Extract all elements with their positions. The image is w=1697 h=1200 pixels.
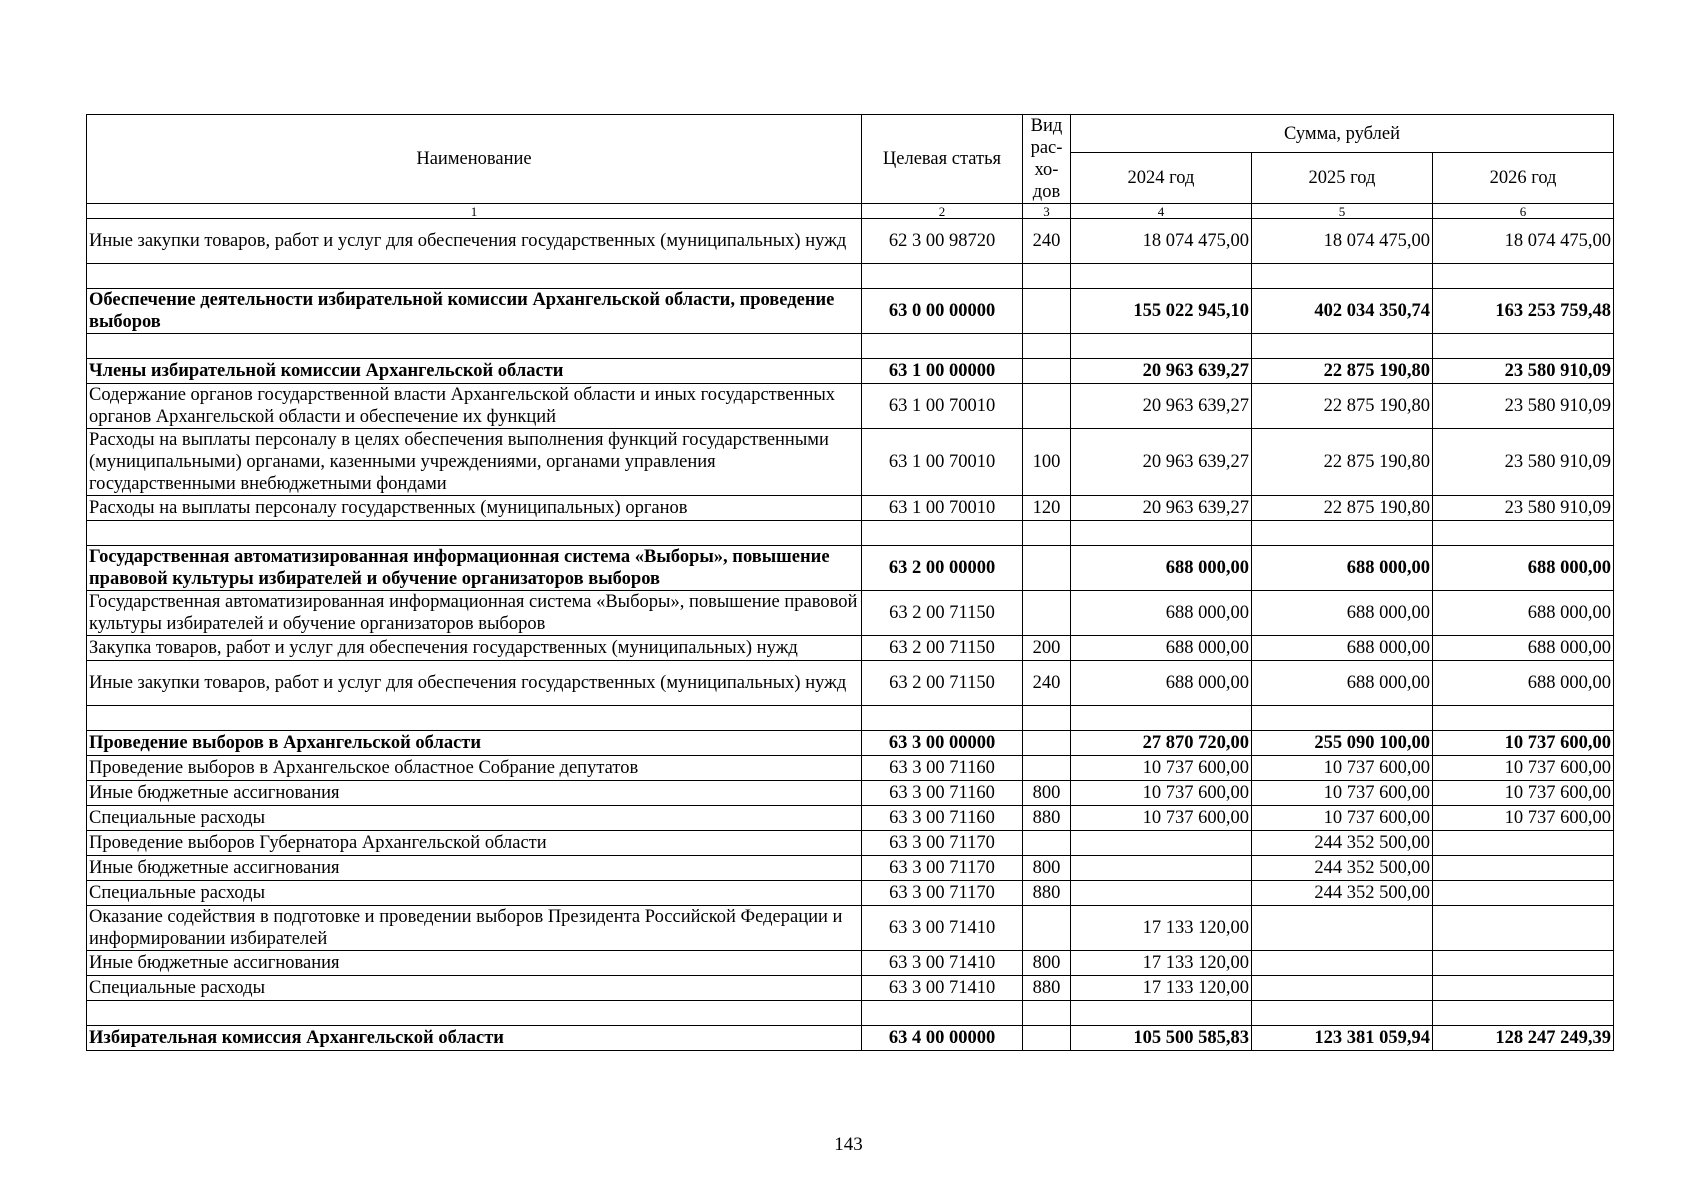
row-name: Специальные расходы [87, 881, 862, 906]
row-code: 63 2 00 71150 [862, 661, 1023, 706]
row-amount-2024: 688 000,00 [1071, 591, 1252, 636]
row-amount-2025: 22 875 190,80 [1252, 359, 1433, 384]
row-kind [1023, 546, 1071, 591]
table-row [87, 806, 1614, 831]
row-amount-2024: 688 000,00 [1071, 546, 1252, 591]
row-amount-2025: 244 352 500,00 [1252, 831, 1433, 856]
row-name: Избирательная комиссия Архангельской области [87, 1026, 862, 1051]
row-name: Члены избирательной комиссии Архангельской области [87, 359, 862, 384]
table-row [87, 384, 1614, 429]
row-kind [1023, 521, 1071, 546]
row-kind [1023, 264, 1071, 289]
row-name: Иные бюджетные ассигнования [87, 951, 862, 976]
table-row [87, 1001, 1614, 1026]
row-amount-2024 [1071, 856, 1252, 881]
row-amount-2024: 20 963 639,27 [1071, 496, 1252, 521]
row-code: 63 0 00 00000 [862, 289, 1023, 334]
row-kind: 880 [1023, 806, 1071, 831]
row-amount-2024: 20 963 639,27 [1071, 359, 1252, 384]
row-amount-2024: 155 022 945,10 [1071, 289, 1252, 334]
row-code: 62 3 00 98720 [862, 219, 1023, 264]
table-row [87, 289, 1614, 334]
header-target: Целевая статья [862, 115, 1023, 204]
header-year-2025: 2025 год [1252, 153, 1433, 204]
table-row [87, 881, 1614, 906]
table-row [87, 264, 1614, 289]
row-amount-2026: 10 737 600,00 [1433, 781, 1614, 806]
column-number-row [87, 204, 1614, 219]
row-code: 63 3 00 71160 [862, 756, 1023, 781]
row-amount-2025: 22 875 190,80 [1252, 429, 1433, 496]
row-name [87, 334, 862, 359]
table-row [87, 496, 1614, 521]
row-amount-2025 [1252, 951, 1433, 976]
row-kind [1023, 334, 1071, 359]
row-name: Проведение выборов в Архангельское областное Собрание депутатов [87, 756, 862, 781]
column-number: 1 [87, 204, 862, 219]
header-year-2026: 2026 год [1433, 153, 1614, 204]
table-row [87, 756, 1614, 781]
column-number: 3 [1023, 204, 1071, 219]
row-amount-2024: 20 963 639,27 [1071, 384, 1252, 429]
row-amount-2024: 17 133 120,00 [1071, 951, 1252, 976]
row-name: Иные бюджетные ассигнования [87, 781, 862, 806]
row-amount-2026 [1433, 706, 1614, 731]
header-kind: Вид рас-хо-дов [1023, 115, 1071, 204]
column-number: 6 [1433, 204, 1614, 219]
row-amount-2025: 244 352 500,00 [1252, 881, 1433, 906]
row-amount-2024: 10 737 600,00 [1071, 806, 1252, 831]
row-kind: 200 [1023, 636, 1071, 661]
row-name [87, 706, 862, 731]
row-kind [1023, 384, 1071, 429]
row-kind [1023, 1026, 1071, 1051]
column-number: 2 [862, 204, 1023, 219]
row-amount-2026: 18 074 475,00 [1433, 219, 1614, 264]
row-code [862, 1001, 1023, 1026]
row-name: Проведение выборов в Архангельской области [87, 731, 862, 756]
row-code [862, 521, 1023, 546]
row-code [862, 334, 1023, 359]
row-kind [1023, 1001, 1071, 1026]
row-name: Содержание органов государственной власти Архангельской области и иных государственных органов Архангельской области и обеспечение их функций [87, 384, 862, 429]
table-row [87, 661, 1614, 706]
row-name: Расходы на выплаты персоналу в целях обеспечения выполнения функций государственными (муниципальными) органами, казенными учреждениями, органами управления государственными внебюджетными фондами [87, 429, 862, 496]
row-kind [1023, 359, 1071, 384]
row-amount-2026: 688 000,00 [1433, 591, 1614, 636]
row-kind [1023, 289, 1071, 334]
row-amount-2025 [1252, 521, 1433, 546]
row-code: 63 3 00 71160 [862, 781, 1023, 806]
row-amount-2026 [1433, 831, 1614, 856]
row-name [87, 521, 862, 546]
table-row [87, 521, 1614, 546]
row-name: Оказание содействия в подготовке и проведении выборов Президента Российской Федерации и информировании избирателей [87, 906, 862, 951]
row-name: Специальные расходы [87, 806, 862, 831]
row-code: 63 3 00 00000 [862, 731, 1023, 756]
row-amount-2026: 128 247 249,39 [1433, 1026, 1614, 1051]
budget-table-body [87, 115, 1614, 1051]
row-amount-2026: 688 000,00 [1433, 661, 1614, 706]
row-amount-2026: 23 580 910,09 [1433, 384, 1614, 429]
row-amount-2025: 402 034 350,74 [1252, 289, 1433, 334]
row-amount-2025: 22 875 190,80 [1252, 384, 1433, 429]
table-row [87, 429, 1614, 496]
row-amount-2026: 10 737 600,00 [1433, 731, 1614, 756]
row-amount-2024: 105 500 585,83 [1071, 1026, 1252, 1051]
row-amount-2025: 123 381 059,94 [1252, 1026, 1433, 1051]
row-name [87, 264, 862, 289]
row-code: 63 3 00 71410 [862, 976, 1023, 1001]
row-amount-2026 [1433, 881, 1614, 906]
row-name: Иные бюджетные ассигнования [87, 856, 862, 881]
column-number: 5 [1252, 204, 1433, 219]
row-kind: 880 [1023, 976, 1071, 1001]
row-amount-2025: 18 074 475,00 [1252, 219, 1433, 264]
row-amount-2026 [1433, 521, 1614, 546]
row-amount-2025 [1252, 976, 1433, 1001]
row-amount-2026 [1433, 951, 1614, 976]
row-amount-2026 [1433, 976, 1614, 1001]
row-amount-2024 [1071, 881, 1252, 906]
row-kind: 880 [1023, 881, 1071, 906]
row-code: 63 3 00 71410 [862, 951, 1023, 976]
row-code: 63 1 00 70010 [862, 496, 1023, 521]
row-amount-2024: 17 133 120,00 [1071, 906, 1252, 951]
header-year-2024: 2024 год [1071, 153, 1252, 204]
row-code: 63 3 00 71170 [862, 831, 1023, 856]
row-amount-2026: 23 580 910,09 [1433, 429, 1614, 496]
row-code: 63 2 00 00000 [862, 546, 1023, 591]
row-amount-2024: 18 074 475,00 [1071, 219, 1252, 264]
row-kind [1023, 591, 1071, 636]
row-code [862, 264, 1023, 289]
row-kind [1023, 831, 1071, 856]
row-kind: 120 [1023, 496, 1071, 521]
row-kind [1023, 906, 1071, 951]
row-code: 63 4 00 00000 [862, 1026, 1023, 1051]
row-amount-2026: 163 253 759,48 [1433, 289, 1614, 334]
row-name: Иные закупки товаров, работ и услуг для обеспечения государственных (муниципальных) нужд [87, 219, 862, 264]
row-amount-2025 [1252, 264, 1433, 289]
table-row [87, 856, 1614, 881]
table-row [87, 706, 1614, 731]
row-code: 63 3 00 71410 [862, 906, 1023, 951]
row-amount-2026 [1433, 856, 1614, 881]
row-kind [1023, 706, 1071, 731]
row-code: 63 2 00 71150 [862, 591, 1023, 636]
row-amount-2026 [1433, 334, 1614, 359]
row-amount-2026: 10 737 600,00 [1433, 806, 1614, 831]
row-amount-2026 [1433, 264, 1614, 289]
row-name: Закупка товаров, работ и услуг для обеспечения государственных (муниципальных) нужд [87, 636, 862, 661]
row-amount-2024 [1071, 521, 1252, 546]
table-row [87, 831, 1614, 856]
row-amount-2024 [1071, 831, 1252, 856]
row-amount-2025: 688 000,00 [1252, 661, 1433, 706]
row-amount-2024 [1071, 334, 1252, 359]
row-name: Иные закупки товаров, работ и услуг для обеспечения государственных (муниципальных) нужд [87, 661, 862, 706]
row-amount-2026 [1433, 1001, 1614, 1026]
row-code: 63 3 00 71170 [862, 881, 1023, 906]
row-amount-2026: 23 580 910,09 [1433, 496, 1614, 521]
row-kind: 800 [1023, 951, 1071, 976]
row-amount-2026: 23 580 910,09 [1433, 359, 1614, 384]
row-code: 63 1 00 00000 [862, 359, 1023, 384]
table-row [87, 1026, 1614, 1051]
row-amount-2026: 10 737 600,00 [1433, 756, 1614, 781]
row-amount-2024: 20 963 639,27 [1071, 429, 1252, 496]
row-code: 63 3 00 71170 [862, 856, 1023, 881]
row-name: Расходы на выплаты персоналу государственных (муниципальных) органов [87, 496, 862, 521]
row-amount-2025: 688 000,00 [1252, 591, 1433, 636]
budget-table [86, 114, 1614, 1051]
table-row [87, 219, 1614, 264]
row-name: Государственная автоматизированная информационная система «Выборы», повышение правовой культуры избирателей и обучение организаторов выборов [87, 546, 862, 591]
row-code [862, 706, 1023, 731]
table-row [87, 359, 1614, 384]
row-kind: 240 [1023, 661, 1071, 706]
row-amount-2025: 10 737 600,00 [1252, 781, 1433, 806]
table-row [87, 636, 1614, 661]
row-amount-2025: 22 875 190,80 [1252, 496, 1433, 521]
row-amount-2025 [1252, 334, 1433, 359]
row-amount-2025: 255 090 100,00 [1252, 731, 1433, 756]
row-amount-2024 [1071, 706, 1252, 731]
row-kind: 240 [1023, 219, 1071, 264]
row-amount-2025: 10 737 600,00 [1252, 756, 1433, 781]
row-amount-2024: 10 737 600,00 [1071, 756, 1252, 781]
table-row [87, 906, 1614, 951]
row-kind [1023, 756, 1071, 781]
row-amount-2025: 688 000,00 [1252, 546, 1433, 591]
table-row [87, 731, 1614, 756]
row-amount-2025 [1252, 906, 1433, 951]
table-row [87, 334, 1614, 359]
table-row [87, 591, 1614, 636]
row-amount-2024 [1071, 1001, 1252, 1026]
row-amount-2026 [1433, 906, 1614, 951]
row-name: Обеспечение деятельности избирательной комиссии Архангельской области, проведение выборов [87, 289, 862, 334]
row-amount-2024: 688 000,00 [1071, 661, 1252, 706]
row-kind: 800 [1023, 781, 1071, 806]
row-name [87, 1001, 862, 1026]
table-row [87, 546, 1614, 591]
row-amount-2026: 688 000,00 [1433, 546, 1614, 591]
row-code: 63 2 00 71150 [862, 636, 1023, 661]
table-row [87, 976, 1614, 1001]
row-amount-2024: 17 133 120,00 [1071, 976, 1252, 1001]
row-amount-2025: 688 000,00 [1252, 636, 1433, 661]
row-amount-2024: 10 737 600,00 [1071, 781, 1252, 806]
row-amount-2026: 688 000,00 [1433, 636, 1614, 661]
row-amount-2025 [1252, 1001, 1433, 1026]
column-number: 4 [1071, 204, 1252, 219]
row-amount-2025 [1252, 706, 1433, 731]
row-amount-2024: 688 000,00 [1071, 636, 1252, 661]
header-sum: Сумма, рублей [1071, 115, 1614, 153]
row-amount-2025: 10 737 600,00 [1252, 806, 1433, 831]
row-name: Государственная автоматизированная информационная система «Выборы», повышение правовой культуры избирателей и обучение организаторов выборов [87, 591, 862, 636]
row-kind: 100 [1023, 429, 1071, 496]
row-amount-2024: 27 870 720,00 [1071, 731, 1252, 756]
row-amount-2025: 244 352 500,00 [1252, 856, 1433, 881]
row-code: 63 1 00 70010 [862, 384, 1023, 429]
row-name: Проведение выборов Губернатора Архангельской области [87, 831, 862, 856]
row-code: 63 3 00 71160 [862, 806, 1023, 831]
page-number: 143 [834, 1134, 863, 1155]
row-amount-2024 [1071, 264, 1252, 289]
row-kind [1023, 731, 1071, 756]
header-name: Наименование [87, 115, 862, 204]
row-kind: 800 [1023, 856, 1071, 881]
table-row [87, 951, 1614, 976]
row-code: 63 1 00 70010 [862, 429, 1023, 496]
header-row [87, 115, 1614, 153]
table-row [87, 781, 1614, 806]
row-name: Специальные расходы [87, 976, 862, 1001]
